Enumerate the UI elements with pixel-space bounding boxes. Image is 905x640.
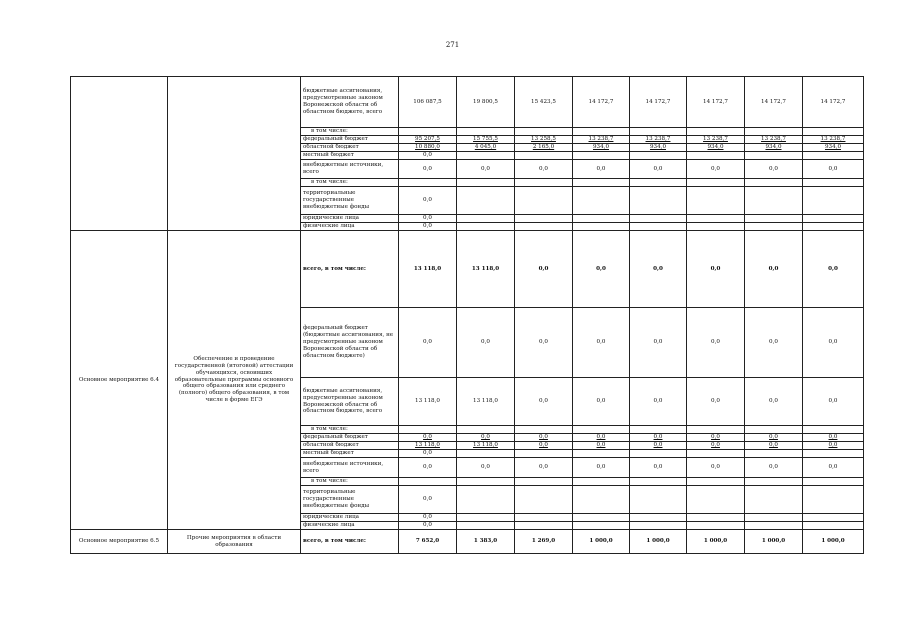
value-cell <box>745 179 803 187</box>
value-cell: 0,0 <box>573 434 630 442</box>
funding-source: федеральный бюджет <box>301 136 399 144</box>
value-cell: 0,0 <box>803 458 864 478</box>
value-cell: 0,0 <box>745 160 803 179</box>
value-cell: 0,0 <box>745 308 803 378</box>
value-cell <box>630 152 687 160</box>
value-cell <box>803 152 864 160</box>
value-cell: 934,0 <box>630 144 687 152</box>
value-cell: 0,0 <box>399 152 457 160</box>
value-cell: 0,0 <box>457 458 515 478</box>
value-cell: 13 238,7 <box>630 136 687 144</box>
value-cell <box>630 522 687 530</box>
value-cell <box>630 223 687 231</box>
value-cell: 0,0 <box>803 378 864 426</box>
value-cell <box>573 152 630 160</box>
value-cell <box>457 486 515 514</box>
value-cell: 0,0 <box>803 442 864 450</box>
budget-table <box>70 76 864 554</box>
value-cell <box>745 152 803 160</box>
value-cell <box>573 486 630 514</box>
value-cell <box>515 179 573 187</box>
value-cell: 0,0 <box>630 434 687 442</box>
funding-source: внебюджетные источники, всего <box>301 160 399 179</box>
value-cell: 0,0 <box>803 231 864 308</box>
value-cell <box>399 128 457 136</box>
value-cell <box>457 426 515 434</box>
value-cell: 13 238,7 <box>687 136 745 144</box>
value-cell: 0,0 <box>630 231 687 308</box>
value-cell: 14 172,7 <box>573 77 630 128</box>
value-cell: 0,0 <box>457 308 515 378</box>
value-cell: 13 118,0 <box>399 378 457 426</box>
value-cell <box>630 215 687 223</box>
value-cell <box>687 450 745 458</box>
value-cell <box>803 223 864 231</box>
value-cell: 13 258,5 <box>515 136 573 144</box>
value-cell <box>457 215 515 223</box>
value-cell <box>745 426 803 434</box>
value-cell <box>803 128 864 136</box>
funding-source: физические лица <box>301 522 399 530</box>
value-cell: 13 118,0 <box>457 231 515 308</box>
activity-cell: Основное мероприятие 6.4 <box>71 231 168 530</box>
value-cell: 0,0 <box>399 458 457 478</box>
value-cell <box>573 223 630 231</box>
value-cell <box>573 187 630 215</box>
value-cell: 1 383,0 <box>457 530 515 554</box>
value-cell <box>630 179 687 187</box>
funding-source: внебюджетные источники, всего <box>301 458 399 478</box>
value-cell: 0,0 <box>687 160 745 179</box>
value-cell <box>687 152 745 160</box>
value-cell: 1 000,0 <box>745 530 803 554</box>
value-cell <box>573 522 630 530</box>
value-cell <box>745 215 803 223</box>
value-cell <box>573 179 630 187</box>
value-cell: 0,0 <box>515 231 573 308</box>
value-cell: 0,0 <box>399 215 457 223</box>
value-cell <box>745 187 803 215</box>
value-cell <box>630 128 687 136</box>
value-cell: 14 172,7 <box>803 77 864 128</box>
value-cell: 0,0 <box>630 378 687 426</box>
page-number: 271 <box>445 41 460 49</box>
funding-source: областной бюджет <box>301 442 399 450</box>
value-cell: 1 000,0 <box>687 530 745 554</box>
value-cell: 1 000,0 <box>630 530 687 554</box>
value-cell: 0,0 <box>687 458 745 478</box>
funding-source: юридические лица <box>301 215 399 223</box>
value-cell: 15 755,5 <box>457 136 515 144</box>
value-cell: 0,0 <box>573 160 630 179</box>
value-cell: 0,0 <box>515 308 573 378</box>
value-cell <box>803 450 864 458</box>
value-cell: 10 880,0 <box>399 144 457 152</box>
value-cell: 0,0 <box>630 308 687 378</box>
value-cell <box>573 215 630 223</box>
value-cell <box>687 223 745 231</box>
value-cell: 934,0 <box>573 144 630 152</box>
value-cell <box>745 450 803 458</box>
value-cell: 14 172,7 <box>745 77 803 128</box>
value-cell <box>457 450 515 458</box>
value-cell: 14 172,7 <box>630 77 687 128</box>
value-cell <box>399 478 457 486</box>
value-cell <box>515 223 573 231</box>
value-cell <box>515 450 573 458</box>
funding-source: в том числе: <box>301 179 399 187</box>
value-cell <box>457 179 515 187</box>
value-cell <box>687 426 745 434</box>
value-cell: 0,0 <box>745 434 803 442</box>
value-cell <box>457 187 515 215</box>
funding-source: бюджетные ассигнования, предусмотренные законом Воронежской области об областном бюджете, всего <box>301 378 399 426</box>
value-cell <box>687 522 745 530</box>
value-cell: 1 269,0 <box>515 530 573 554</box>
value-cell: 0,0 <box>399 522 457 530</box>
funding-source: местный бюджет <box>301 450 399 458</box>
value-cell <box>573 478 630 486</box>
value-cell: 0,0 <box>399 434 457 442</box>
value-cell: 14 172,7 <box>687 77 745 128</box>
table-row <box>71 530 864 554</box>
value-cell <box>630 187 687 215</box>
value-cell: 0,0 <box>573 308 630 378</box>
value-cell: 4 045,0 <box>457 144 515 152</box>
table-row <box>71 231 864 308</box>
value-cell <box>803 514 864 522</box>
value-cell: 0,0 <box>573 442 630 450</box>
value-cell: 0,0 <box>687 308 745 378</box>
value-cell <box>687 478 745 486</box>
value-cell: 934,0 <box>687 144 745 152</box>
value-cell: 0,0 <box>803 160 864 179</box>
activity-cell <box>71 77 168 231</box>
value-cell <box>457 152 515 160</box>
value-cell <box>745 486 803 514</box>
value-cell: 0,0 <box>399 450 457 458</box>
value-cell <box>687 514 745 522</box>
value-cell <box>399 179 457 187</box>
value-cell: 2 165,0 <box>515 144 573 152</box>
value-cell: 0,0 <box>803 308 864 378</box>
funding-source: юридические лица <box>301 514 399 522</box>
value-cell: 7 652,0 <box>399 530 457 554</box>
value-cell <box>457 128 515 136</box>
value-cell <box>687 486 745 514</box>
value-cell <box>803 179 864 187</box>
value-cell <box>687 179 745 187</box>
value-cell: 0,0 <box>457 160 515 179</box>
value-cell <box>399 426 457 434</box>
value-cell <box>803 215 864 223</box>
value-cell <box>515 522 573 530</box>
value-cell <box>457 223 515 231</box>
value-cell <box>803 522 864 530</box>
value-cell <box>803 426 864 434</box>
funding-source: местный бюджет <box>301 152 399 160</box>
value-cell: 13 238,7 <box>803 136 864 144</box>
value-cell <box>630 486 687 514</box>
funding-source: всего, в том числе: <box>301 231 399 308</box>
value-cell <box>457 522 515 530</box>
value-cell <box>515 215 573 223</box>
value-cell: 0,0 <box>399 223 457 231</box>
table-row <box>71 77 864 128</box>
value-cell <box>515 152 573 160</box>
activity-cell: Основное мероприятие 6.5 <box>71 530 168 554</box>
value-cell: 0,0 <box>745 442 803 450</box>
value-cell: 0,0 <box>630 442 687 450</box>
value-cell: 13 118,0 <box>457 378 515 426</box>
value-cell: 0,0 <box>745 231 803 308</box>
value-cell: 13 238,7 <box>573 136 630 144</box>
value-cell: 13 118,0 <box>399 442 457 450</box>
value-cell: 1 000,0 <box>803 530 864 554</box>
value-cell <box>630 450 687 458</box>
value-cell: 934,0 <box>803 144 864 152</box>
value-cell: 0,0 <box>573 458 630 478</box>
value-cell <box>803 478 864 486</box>
funding-source: территориальные государственные внебюджетные фонды <box>301 486 399 514</box>
value-cell: 0,0 <box>515 378 573 426</box>
value-cell <box>803 187 864 215</box>
value-cell: 13 118,0 <box>457 442 515 450</box>
funding-source: областной бюджет <box>301 144 399 152</box>
value-cell: 0,0 <box>687 442 745 450</box>
value-cell: 0,0 <box>630 458 687 478</box>
value-cell <box>573 128 630 136</box>
value-cell <box>573 450 630 458</box>
value-cell: 0,0 <box>803 434 864 442</box>
value-cell: 15 423,5 <box>515 77 573 128</box>
value-cell: 0,0 <box>687 378 745 426</box>
value-cell: 0,0 <box>515 442 573 450</box>
value-cell: 19 800,5 <box>457 77 515 128</box>
value-cell <box>630 478 687 486</box>
value-cell: 0,0 <box>399 308 457 378</box>
value-cell: 0,0 <box>515 434 573 442</box>
funding-source: в том числе: <box>301 478 399 486</box>
value-cell <box>745 478 803 486</box>
value-cell <box>745 522 803 530</box>
value-cell: 0,0 <box>457 434 515 442</box>
funding-source: федеральный бюджет (бюджетные ассигнования, не предусмотренные законом Воронежской области об областном бюджете) <box>301 308 399 378</box>
value-cell <box>573 426 630 434</box>
value-cell <box>630 426 687 434</box>
value-cell: 106 087,5 <box>399 77 457 128</box>
value-cell: 0,0 <box>687 231 745 308</box>
value-cell: 13 238,7 <box>745 136 803 144</box>
value-cell <box>687 128 745 136</box>
value-cell <box>457 478 515 486</box>
funding-source: в том числе: <box>301 426 399 434</box>
value-cell: 0,0 <box>745 378 803 426</box>
activity-name-cell <box>168 77 301 231</box>
value-cell <box>515 514 573 522</box>
value-cell: 0,0 <box>745 458 803 478</box>
value-cell <box>745 514 803 522</box>
value-cell <box>515 486 573 514</box>
funding-source: физические лица <box>301 223 399 231</box>
value-cell <box>745 223 803 231</box>
value-cell <box>515 478 573 486</box>
value-cell: 95 207,5 <box>399 136 457 144</box>
value-cell <box>630 514 687 522</box>
value-cell: 934,0 <box>745 144 803 152</box>
value-cell <box>803 486 864 514</box>
value-cell <box>457 514 515 522</box>
value-cell: 0,0 <box>399 514 457 522</box>
funding-source: территориальные государственные внебюджетные фонды <box>301 187 399 215</box>
value-cell <box>745 128 803 136</box>
value-cell <box>573 514 630 522</box>
value-cell: 0,0 <box>573 231 630 308</box>
value-cell: 0,0 <box>687 434 745 442</box>
value-cell <box>515 187 573 215</box>
value-cell: 0,0 <box>515 458 573 478</box>
value-cell <box>515 426 573 434</box>
value-cell: 0,0 <box>399 187 457 215</box>
value-cell <box>515 128 573 136</box>
activity-name-cell: Прочие мероприятия в области образования <box>168 530 301 554</box>
funding-source: всего, в том числе: <box>301 530 399 554</box>
funding-source: бюджетные ассигнования, предусмотренные законом Воронежской области об областном бюджете, всего <box>301 77 399 128</box>
value-cell: 1 000,0 <box>573 530 630 554</box>
value-cell <box>687 215 745 223</box>
value-cell: 0,0 <box>573 378 630 426</box>
value-cell: 13 118,0 <box>399 231 457 308</box>
value-cell <box>687 187 745 215</box>
value-cell: 0,0 <box>515 160 573 179</box>
value-cell: 0,0 <box>399 160 457 179</box>
value-cell: 0,0 <box>630 160 687 179</box>
funding-source: федеральный бюджет <box>301 434 399 442</box>
value-cell: 0,0 <box>399 486 457 514</box>
funding-source: в том числе: <box>301 128 399 136</box>
activity-name-cell: Обеспечение и проведение государственной (итоговой) аттестации обучающихся, освоивших образовательные программы основного общего образования или среднего (полного) общего образования, в том числе в форме ЕГЭ <box>168 231 301 530</box>
